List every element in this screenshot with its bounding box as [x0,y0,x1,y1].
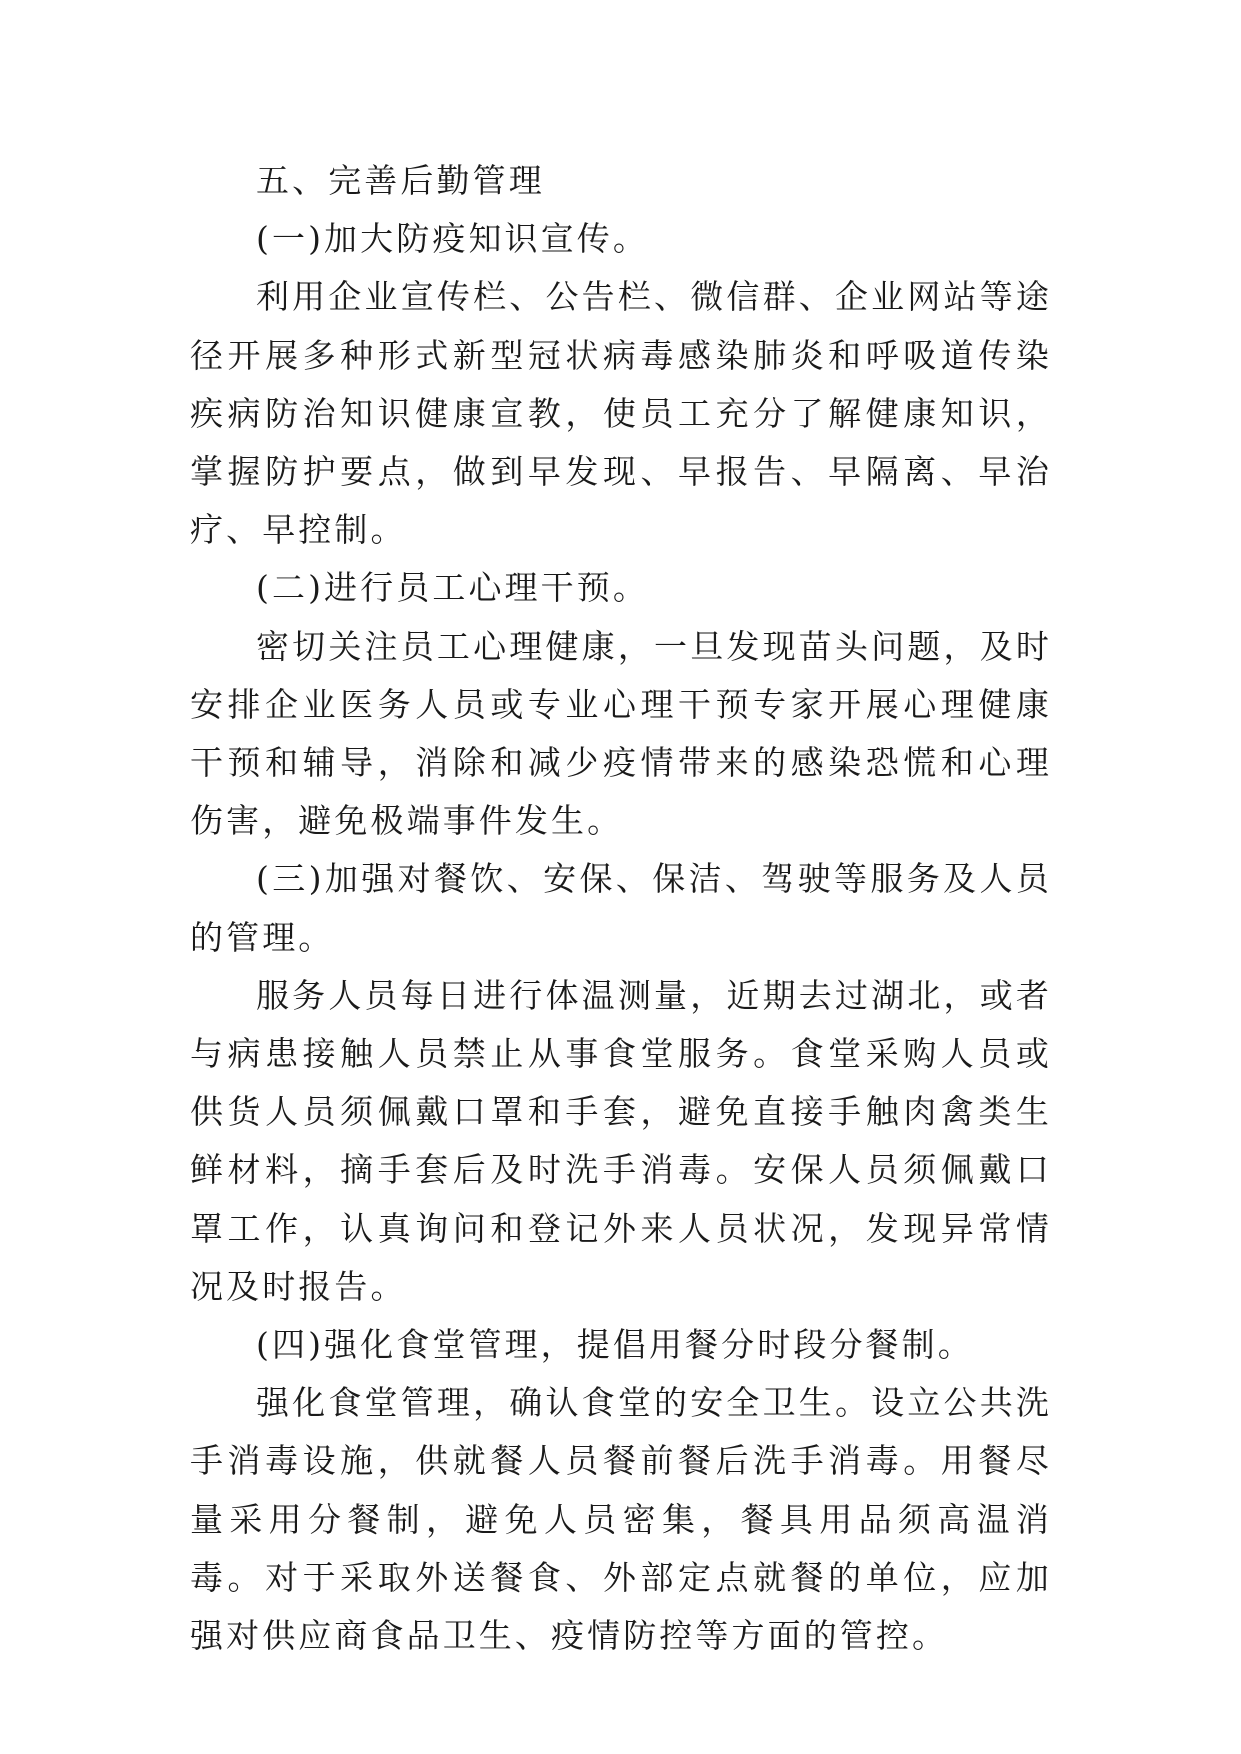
subsection-heading-2: (二)进行员工心理干预。 [256,568,649,608]
subsection-heading-3: (三)加强对餐饮、安保、保洁、驾驶等服务及人员的管理。 [190,859,1052,957]
document-body [190,152,1052,1665]
subsection-heading-4: (四)强化食堂管理，提倡用餐分时段分餐制。 [256,1325,974,1365]
subsection-body-3: 服务人员每日进行体温测量，近期去过湖北，或者与病患接触人员禁止从事食堂服务。食堂采购人员或供货人员须佩戴口罩和手套，避免直接手触肉禽类生鲜材料，摘手套后及时洗手消毒。安保人员须佩戴口罩工作，认真询问和登记外来人员状况，发现异常情况及时报告。 [190,975,1052,1306]
subsection-body-1: 利用企业宣传栏、公告栏、微信群、企业网站等途径开展多种形式新型冠状病毒感染肺炎和呼吸道传染疾病防治知识健康宣教，使员工充分了解健康知识，掌握防护要点，做到早发现、早报告、早隔离、早治疗、早控制。 [190,277,1052,550]
subsection-body-2: 密切关注员工心理健康，一旦发现苗头问题，及时安排企业医务人员或专业心理干预专家开展心理健康干预和辅导，消除和减少疫情带来的感染恐慌和心理伤害，避免极端事件发生。 [190,626,1052,841]
section-title: 五、完善后勤管理 [256,161,545,200]
subsection-heading-1: (一)加大防疫知识宣传。 [256,219,649,259]
subsection-body-4: 强化食堂管理，确认食堂的安全卫生。设立公共洗手消毒设施，供就餐人员餐前餐后洗手消毒。用餐尽量采用分餐制，避免人员密集，餐具用品须高温消毒。对于采取外送餐食、外部定点就餐的单位，应加强对供应商食品卫生、疫情防控等方面的管控。 [190,1383,1052,1656]
